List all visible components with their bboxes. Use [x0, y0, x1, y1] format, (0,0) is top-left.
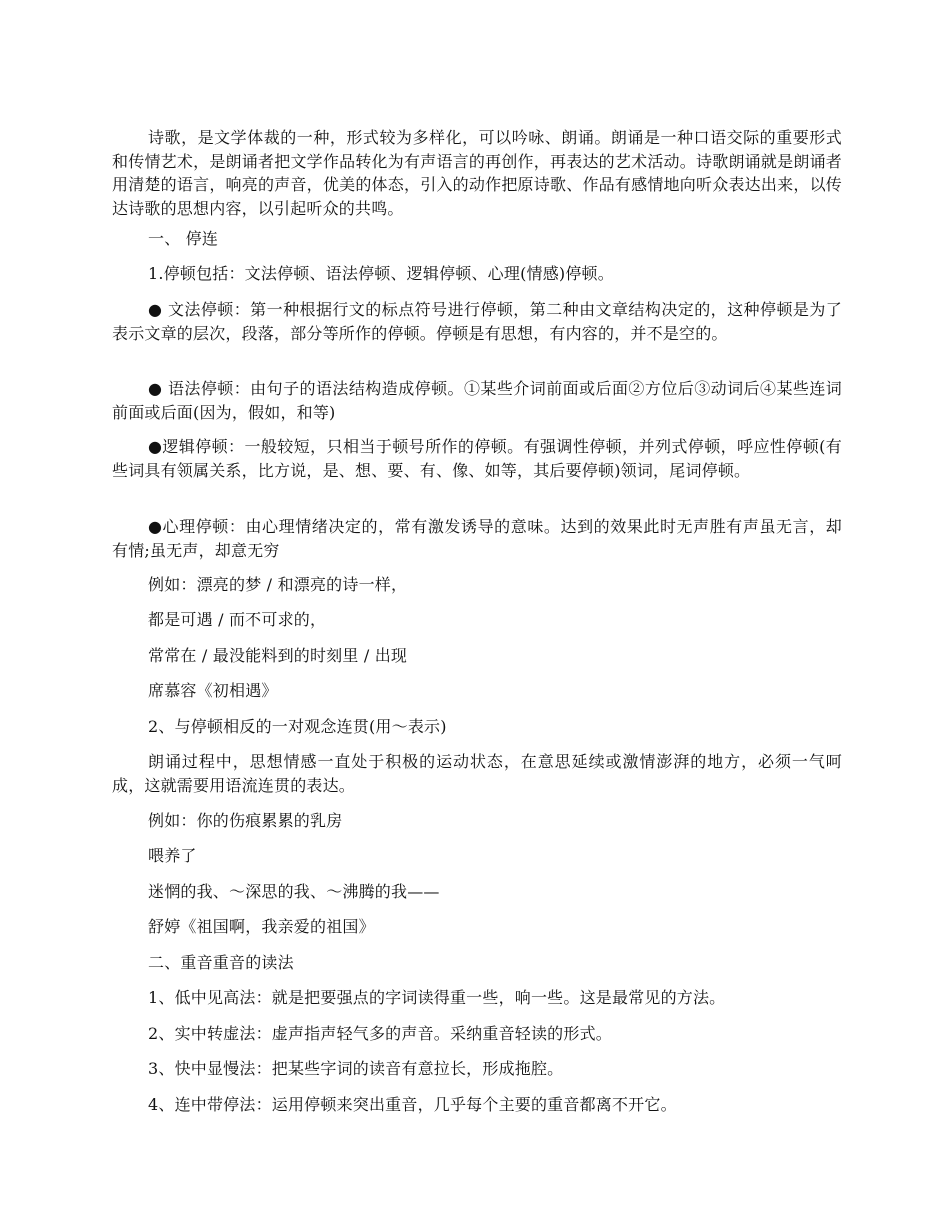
- lianguan-paragraph: 朗诵过程中，思想情感一直处于积极的运动状态，在意思延续或激情澎湃的地方，必须一气呵成，这就需要用语流连贯的表达。: [112, 752, 842, 795]
- section-heading-pause: 一、 停连: [148, 229, 219, 248]
- example2-source: 舒婷《祖国啊，我亲爱的祖国》: [148, 917, 375, 936]
- example1-source: 席慕容《初相遇》: [148, 681, 278, 700]
- stress-method-1: 1、低中见高法：就是把要强点的字词读得重一些，响一些。这是最常见的方法。: [148, 988, 726, 1007]
- stress-method-4: 4、连中带停法：运用停顿来突出重音，几乎每个主要的重音都离不开它。: [148, 1095, 677, 1114]
- luoji-pause-paragraph: ●逻辑停顿：一般较短，只相当于顿号所作的停顿。有强调性停顿，并列式停顿，呼应性停顿(有些词具有领属关系，比方说，是、想、要、有、像、如等，其后要停顿)领词，尾词停顿。: [112, 437, 842, 480]
- example2-line3: 迷惘的我、～深思的我、～沸腾的我——: [148, 882, 440, 901]
- wenfa-pause-paragraph: ● 文法停顿：第一种根据行文的标点符号进行停顿，第二种由文章结构决定的，这种停顿是为了表示文章的层次，段落，部分等所作的停顿。停顿是有思想，有内容的，并不是空的。: [112, 300, 842, 343]
- example1-line3: 常常在 / 最没能料到的时刻里 / 出现: [148, 646, 408, 665]
- intro-paragraph: 诗歌，是文学体裁的一种，形式较为多样化，可以吟咏、朗诵。朗诵是一种口语交际的重要形式和传情艺术，是朗诵者把文学作品转化为有声语言的再创作，再表达的艺术活动。诗歌朗诵就是朗诵者用清楚的语言，响亮的声音，优美的体态，引入的动作把原诗歌、作品有感情地向听众表达出来，以传达诗歌的思想内容，以引起听众的共鸣。: [112, 128, 842, 218]
- stress-method-3: 3、快中显慢法：把某些字词的读音有意拉长，形成拖腔。: [148, 1059, 564, 1078]
- example1-line2: 都是可遇 / 而不可求的，: [148, 610, 327, 629]
- pause-types: 1.停顿包括：文法停顿、语法停顿、逻辑停顿、心理(情感)停顿。: [148, 264, 614, 283]
- example2-line1: 例如：你的伤痕累累的乳房: [148, 811, 343, 830]
- stress-method-2: 2、实中转虚法：虚声指声轻气多的声音。采纳重音轻读的形式。: [148, 1024, 612, 1043]
- section-heading-stress: 二、重音重音的读法: [148, 953, 294, 972]
- lianguan-heading: 2、与停顿相反的一对观念连贯(用～表示): [148, 717, 447, 736]
- yufa-pause-paragraph: ● 语法停顿：由句子的语法结构造成停顿。①某些介词前面或后面②方位后③动词后④某些连词前面或后面(因为，假如，和等): [112, 379, 842, 422]
- xinli-pause-paragraph: ●心理停顿：由心理情绪决定的，常有激发诱导的意味。达到的效果此时无声胜有声虽无言，却有情;虽无声，却意无穷: [112, 517, 842, 560]
- example2-line2: 喂养了: [148, 846, 197, 865]
- example1-line1: 例如：漂亮的梦 / 和漂亮的诗一样，: [148, 575, 408, 594]
